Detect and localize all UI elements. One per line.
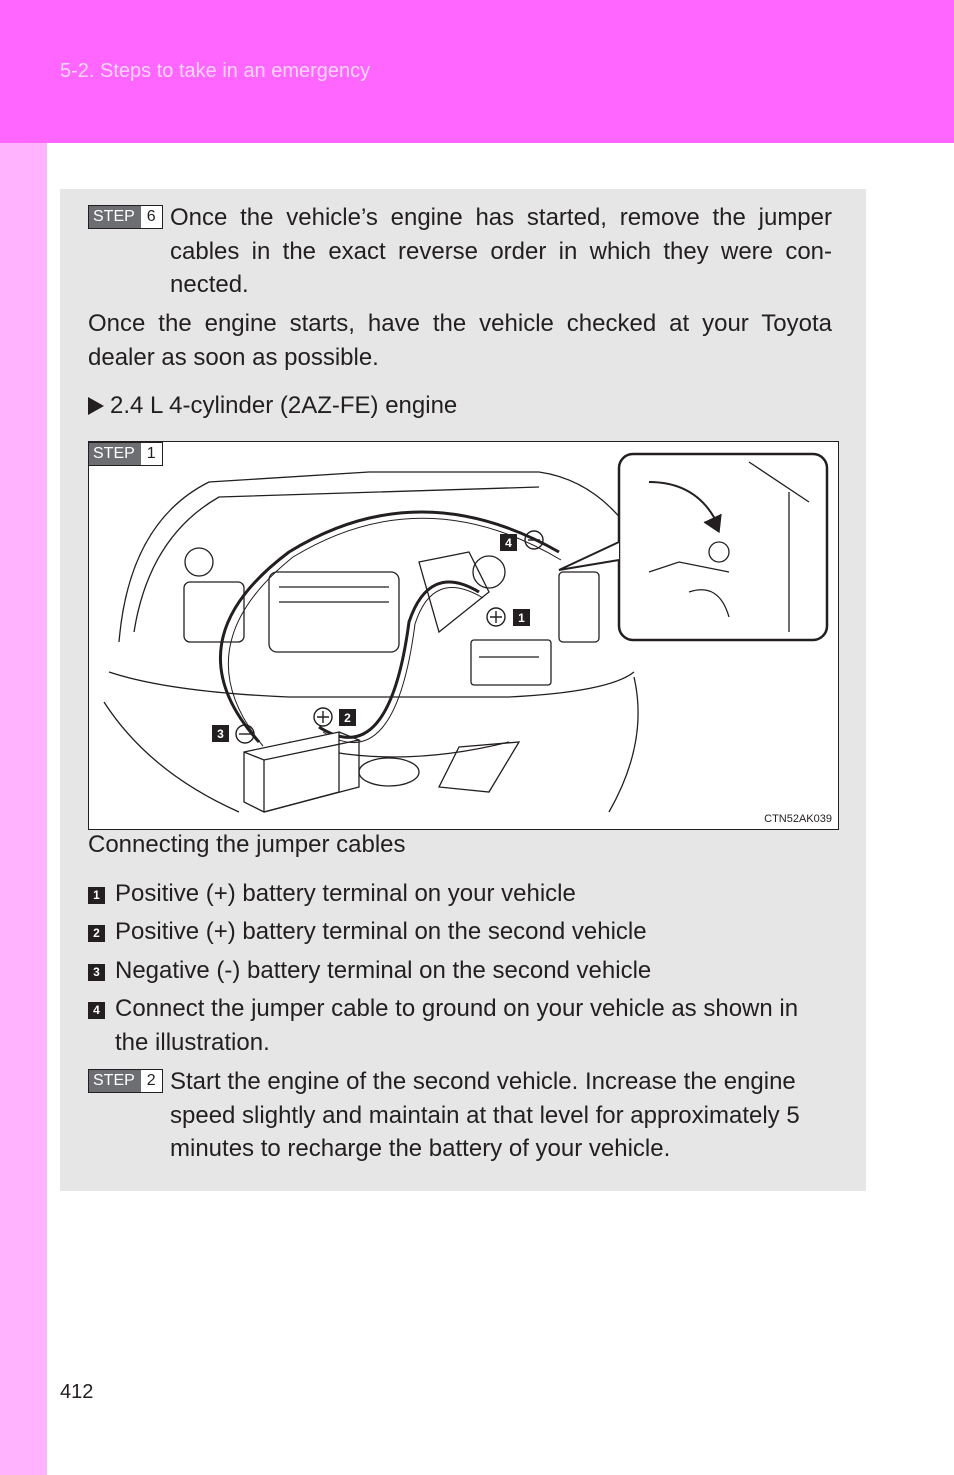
item-number-marker: 2 bbox=[88, 925, 105, 942]
figure-step-1-badge bbox=[88, 442, 163, 466]
step-number: 2 bbox=[141, 1070, 162, 1092]
engine-heading bbox=[88, 389, 457, 422]
step-6-badge bbox=[88, 205, 163, 229]
step-2-text: Start the engine of the second vehicle. Increase the engine speed slightly and maintain at that level for approximately 5 minutes to recharge the battery of your vehicle. bbox=[170, 1068, 800, 1162]
step-word: STEP bbox=[89, 1070, 141, 1092]
step-2-badge bbox=[88, 1069, 163, 1093]
item-number-marker: 1 bbox=[88, 887, 105, 904]
side-tab-strip bbox=[0, 143, 47, 1475]
step-word: STEP bbox=[89, 443, 141, 465]
callout-1-label: 1 bbox=[518, 611, 525, 625]
engine-bay-drawing bbox=[89, 442, 838, 829]
item-text: Negative (-) battery terminal on the second vehicle bbox=[115, 957, 652, 984]
callout-2-label: 2 bbox=[344, 711, 351, 725]
figure-code: CTN52AK039 bbox=[764, 813, 832, 825]
step-word: STEP bbox=[89, 206, 141, 228]
callout-4-label: 4 bbox=[505, 536, 512, 550]
engine-heading-text: 2.4 L 4-cylinder (2AZ-FE) engine bbox=[110, 392, 458, 419]
dealer-note: Once the engine starts, have the vehicle checked at your Toyota dealer as soon as possible. bbox=[88, 310, 832, 371]
figure-caption: Connecting the jumper cables bbox=[88, 831, 406, 858]
item-number-marker: 3 bbox=[88, 964, 105, 981]
section-label: 5-2. Steps to take in an emergency bbox=[60, 60, 371, 82]
step-number: 1 bbox=[141, 443, 162, 465]
callout-3-label: 3 bbox=[217, 727, 224, 741]
triangle-bullet-icon bbox=[88, 397, 104, 415]
step-number: 6 bbox=[141, 206, 162, 228]
item-text: Positive (+) battery terminal on the second vehicle bbox=[115, 918, 647, 945]
figure-callouts bbox=[212, 534, 530, 742]
item-text: Connect the jumper cable to ground on your vehicle as shown in the illustration. bbox=[115, 995, 799, 1056]
item-number-marker: 4 bbox=[88, 1002, 105, 1019]
page-number: 412 bbox=[60, 1381, 94, 1403]
jumper-cable-illustration bbox=[88, 441, 839, 830]
item-text: Positive (+) battery terminal on your vehicle bbox=[115, 880, 576, 907]
step-6-text: Once the vehicle’s engine has started, remove the jumper cables in the exact reverse order in which they were con-nected. bbox=[170, 204, 832, 298]
